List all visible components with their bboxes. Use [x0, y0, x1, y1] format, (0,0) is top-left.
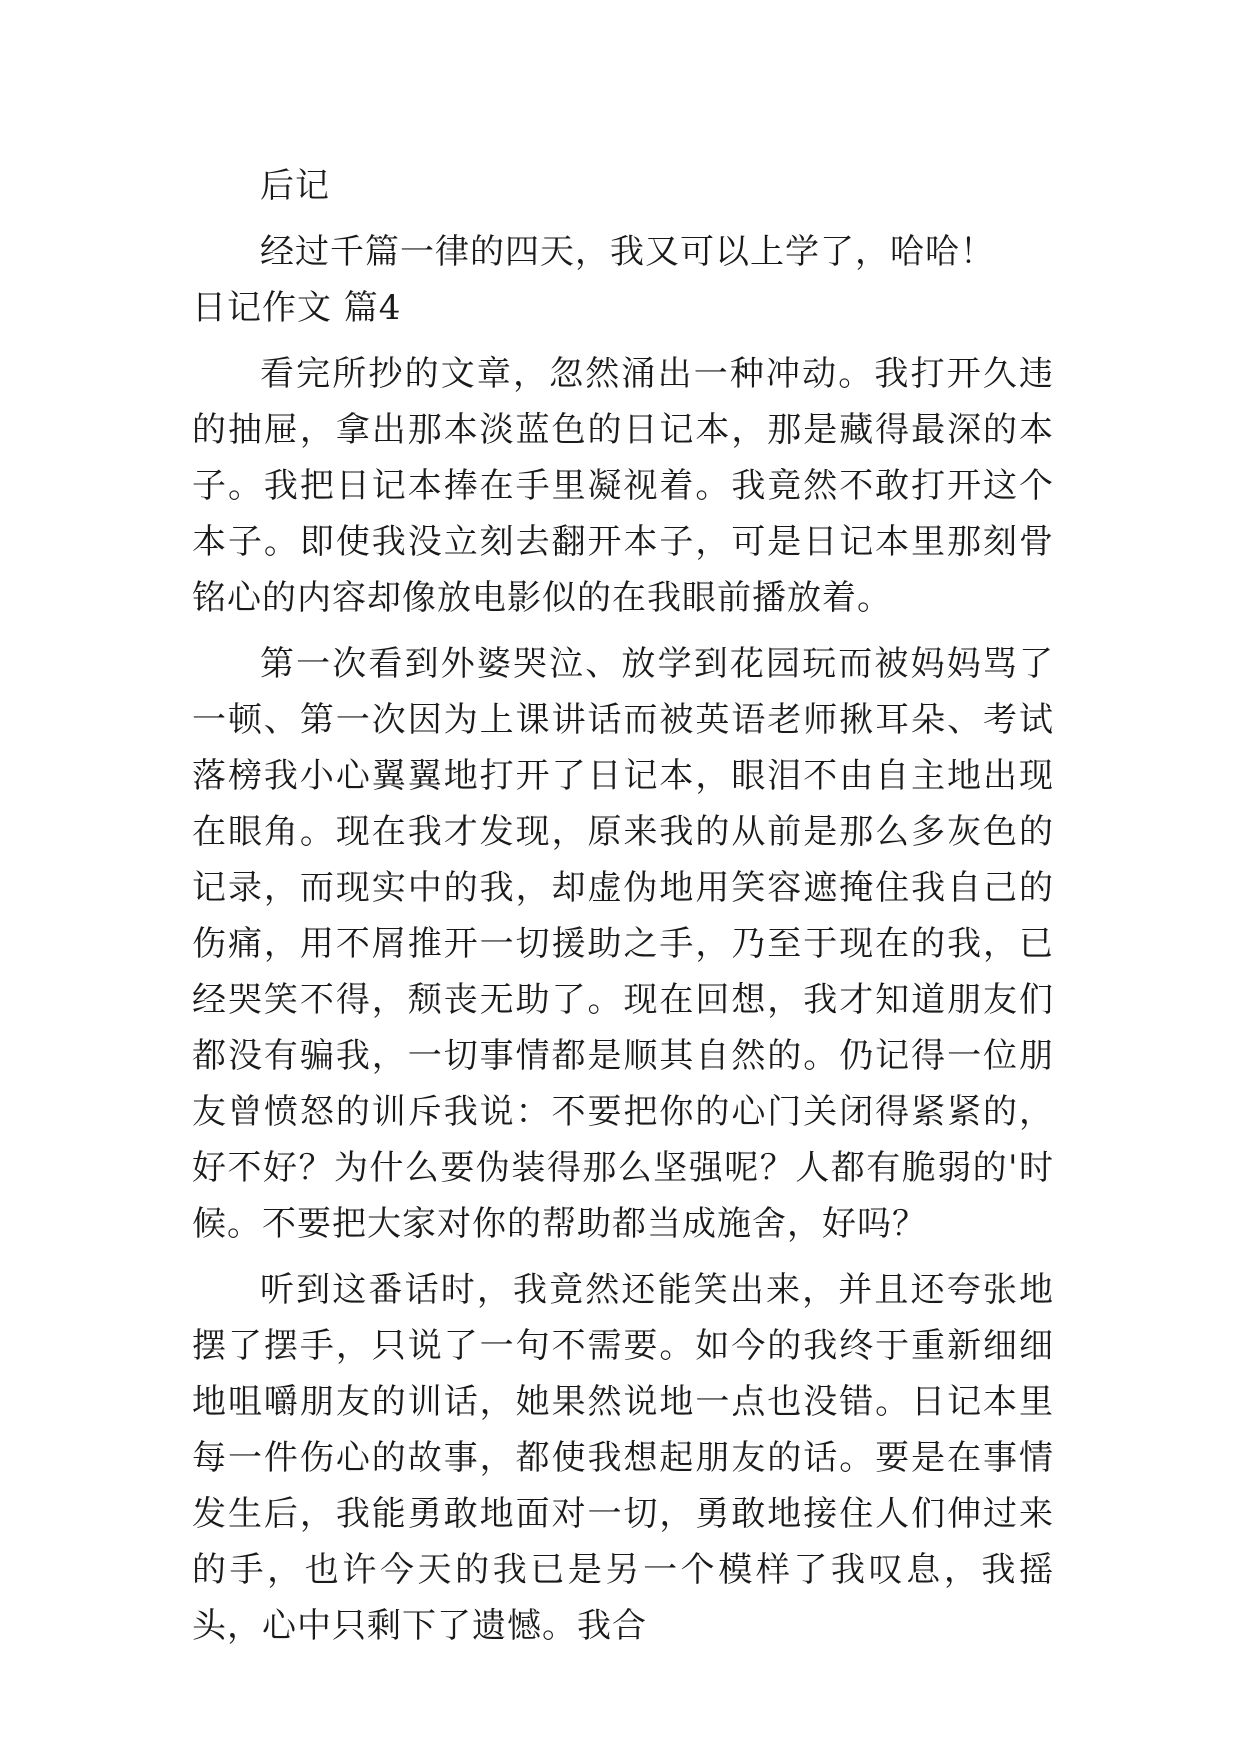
paragraph: 第一次看到外婆哭泣、放学到花园玩而被妈妈骂了一顿、第一次因为上课讲话而被英语老师揪耳朵、考试落榜我小心翼翼地打开了日记本，眼泪不由自主地出现在眼角。现在我才发现，原来我的从前是那么多灰色的记录，而现实中的我，却虚伪地用笑容遮掩住我自己的伤痛，用不屑推开一切援助之手，乃至于现在的我，已经哭笑不得，颓丧无助了。现在回想，我才知道朋友们都没有骗我，一切事情都是顺其自然的。仍记得一位朋友曾愤怒的训斥我说：不要把你的心门关闭得紧紧的，好不好？为什么要伪装得那么坚强呢？人都有脆弱的'时候。不要把大家对你的帮助都当成施舍，好吗？: [192, 644, 1054, 1244]
paragraph: 听到这番话时，我竟然还能笑出来，并且还夸张地摆了摆手，只说了一句不需要。如今的我终于重新细细地咀嚼朋友的训话，她果然说地一点也没错。日记本里每一件伤心的故事，都使我想起朋友的话。要是在事情发生后，我能勇敢地面对一切，勇敢地接住人们伸过来的手，也许今天的我已是另一个模样了我叹息，我摇头，心中只剩下了遗憾。我合: [192, 1270, 1054, 1646]
paragraph: 看完所抄的文章，忽然涌出一种冲动。我打开久违的抽屉，拿出那本淡蓝色的日记本，那是藏得最深的本子。我把日记本捧在手里凝视着。我竟然不敢打开这个本子。即使我没立刻去翻开本子，可是日记本里那刻骨铭心的内容却像放电影似的在我眼前播放着。: [192, 354, 1054, 618]
section-heading: 日记作文 篇4: [192, 288, 402, 328]
afterword-title: 后记: [260, 166, 330, 206]
afterword-text: 经过千篇一律的四天，我又可以上学了，哈哈！: [260, 232, 995, 272]
document-body: [192, 158, 1054, 1654]
